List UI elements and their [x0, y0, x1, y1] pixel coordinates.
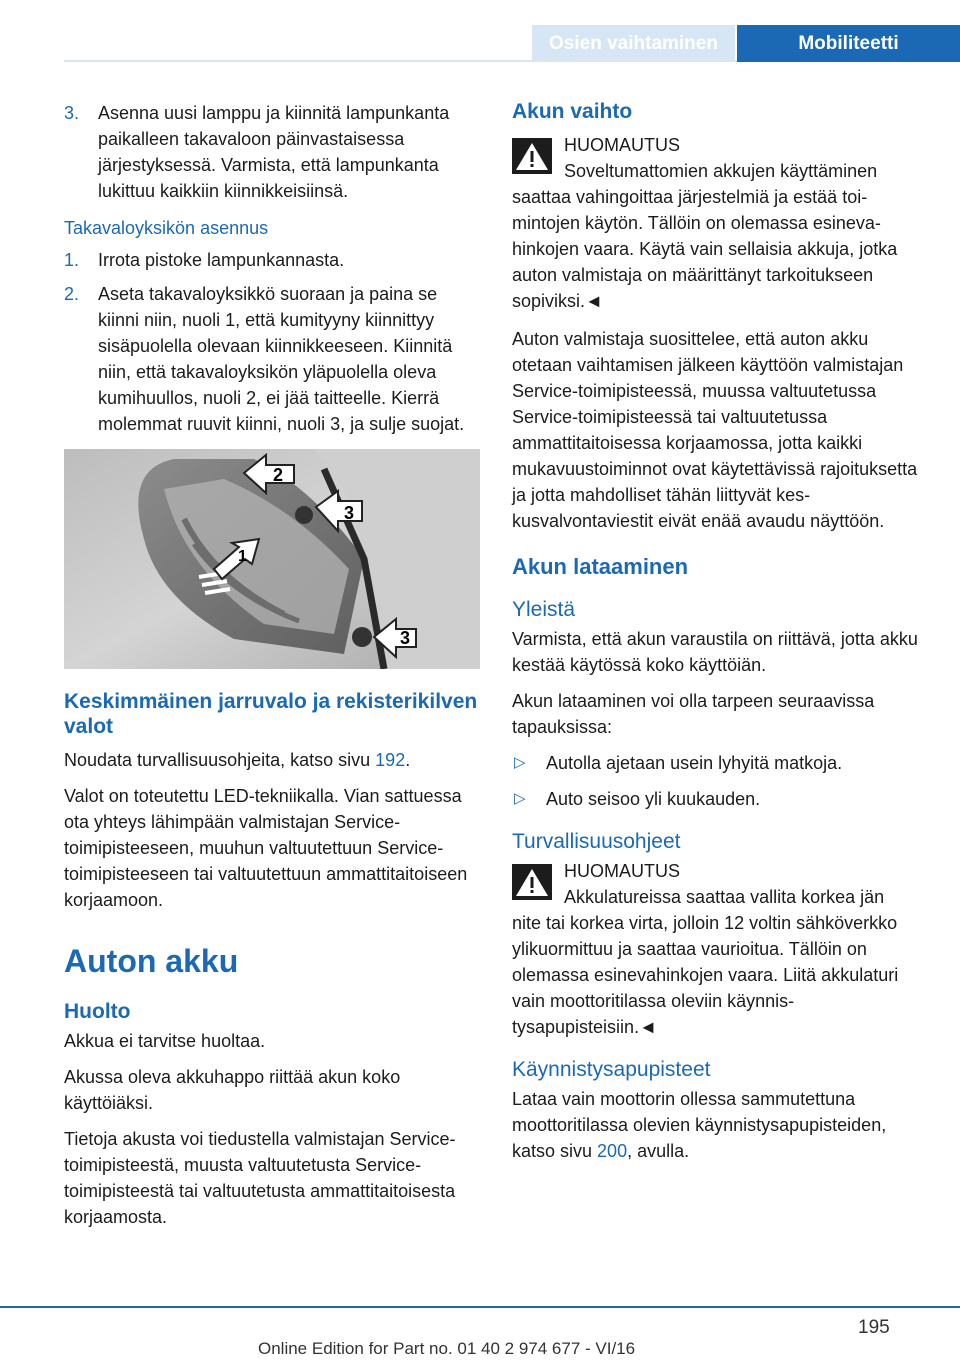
step-number: 2.: [64, 284, 80, 304]
warning-notice: [512, 132, 928, 314]
step-list-lamp: [64, 100, 480, 204]
paragraph-text: Noudata turvallisuusohjeita, katso sivu: [64, 750, 376, 770]
photo-label-arrow: 2: [273, 465, 284, 485]
warning-title: HUOMAUTUS: [564, 135, 680, 155]
warning-body: nite tai korkea virta, jolloin 12 voltin sähköverkko ylikuormittuu ja saattaa vaurioitua. Tällöin on olemassa esinevahinkojen vaara. Liitä akkulaturi vain moottoritilassa oleviin käynnistysapupisteisiin.◄: [512, 913, 899, 1037]
taillight-photo: [64, 449, 480, 669]
jump-start-heading: Käynnistysapupisteet: [512, 1058, 711, 1081]
list-item: [64, 247, 480, 273]
general-heading: Yleistä: [512, 598, 576, 621]
header-section-tab[interactable]: Osien vaihtaminen: [532, 25, 735, 62]
brake-light-heading: Keskimmäinen jarruvalo ja rekisterikilven valot: [64, 690, 478, 738]
right-column: [512, 100, 928, 1174]
triangle-bullet-icon: ▷: [514, 790, 526, 807]
warning-icon: [512, 864, 552, 900]
maintenance-heading: Huolto: [64, 1000, 131, 1023]
paragraph: Varmista, että akun varaustila on riittävä, jotta akku kestää käytössä koko käyttöiän.: [512, 629, 918, 675]
warning-notice: [512, 858, 928, 1040]
warning-lead: Soveltumattomien akkujen käyttäminen: [564, 161, 878, 181]
page-link[interactable]: 192: [375, 750, 406, 770]
install-heading: Takavaloyksikön asennus: [64, 218, 269, 238]
list-item: [512, 786, 928, 812]
bullet-text: Auto seisoo yli kuukauden.: [546, 789, 761, 809]
step-number: 1.: [64, 250, 80, 270]
paragraph: [64, 747, 480, 773]
step-text: Aseta takavaloyksikkö suoraan ja paina se kiinni niin, nuoli 1, että kumityyny kiinnittyy sisäpuolella olevaan kiinnikkeeseen. Kiinnitä niin, että takavaloyksikön yläpuolella oleva kumihuullos, nuoli 2, ei jää taitteelle. Kierrä molemmat ruuvit kiinni, nuoli 3, ja sulje suojat.: [98, 284, 465, 434]
paragraph: [512, 1086, 928, 1164]
paragraph: Auton valmistaja suosittelee, että auton akku otetaan vaihtamisen jälkeen käyttöön valmistajan Service-toimipisteessä, muussa valtuutetussa Service-toimipisteessä tai valtuutetussa ammattitaitoisessa korjaamossa, jotta kaikki mukavuustoiminnot ovat käytettävissä rajoituksetta ja jotta mahdolliset tähän liittyvät keskusvalvontaviestit eivät enää avaudu näyttöön.: [512, 329, 918, 531]
triangle-bullet-icon: ▷: [514, 754, 526, 771]
photo-label-arrow: 3: [400, 628, 411, 648]
page-link[interactable]: 200: [597, 1141, 628, 1161]
paragraph-text: .: [405, 750, 411, 770]
photo-label-arrow: 1: [238, 548, 247, 565]
battery-change-heading: Akun vaihto: [512, 100, 633, 123]
safety-heading: Turvallisuusohjeet: [512, 830, 681, 853]
list-item: [512, 750, 928, 776]
paragraph-text: , avulla.: [627, 1141, 690, 1161]
paragraph: Akun lataaminen voi olla tarpeen seuraavissa tapauksissa:: [512, 691, 875, 737]
list-item: [64, 281, 480, 437]
photo-label-arrow: 3: [344, 503, 355, 523]
warning-body: saattaa vahingoittaa järjestelmiä ja estää toimintojen käytön. Tällöin on olemassa esinevahinkojen vaara. Käytä vain sellaisia akkuja, jotka auton valmistaja on määrittänyt tarkoitukseen sopiviksi.◄: [512, 187, 898, 311]
battery-section-title: Auton akku: [64, 943, 239, 979]
edition-note: Online Edition for Part no. 01 40 2 974 677 - VI/16: [258, 1339, 636, 1358]
paragraph: Akkua ei tarvitse huoltaa.: [64, 1031, 266, 1051]
step-text: Irrota pistoke lampunkannasta.: [98, 250, 345, 270]
page-number: 195: [858, 1317, 890, 1338]
warning-lead: Akkulatureissa saattaa vallita korkea jän: [564, 887, 885, 907]
warning-title: HUOMAUTUS: [564, 861, 680, 881]
warning-icon: [512, 138, 552, 174]
step-text: Asenna uusi lamppu ja kiinnitä lampunkanta paikalleen takavaloon päinvastaisessa järjestyksessä. Varmista, että lampunkanta lukittuu kaikkiin kiinnikkeisiinsä.: [98, 103, 450, 201]
header-chapter-tab[interactable]: Mobiliteetti: [737, 25, 960, 62]
install-steps: [64, 247, 480, 437]
list-item: [64, 100, 480, 204]
footer-rule: [0, 1306, 960, 1308]
bullet-text: Autolla ajetaan usein lyhyitä matkoja.: [546, 753, 843, 773]
paragraph: Akussa oleva akkuhappo riittää akun koko käyttöiäksi.: [64, 1067, 401, 1113]
paragraph: Valot on toteutettu LED-tekniikalla. Vian sattuessa ota yhteys lähimpään valmistajan Service-toimipisteeseen, muuhun valtuutettuun Service-toimipisteeseen tai valtuutettuun ammattitaitoiseen korjaamoon.: [64, 786, 468, 910]
charging-heading: Akun lataaminen: [512, 554, 689, 579]
paragraph-text: Lataa vain moottorin ollessa sammutettuna moottoritilassa olevien käynnistysapupisteiden, katso sivu: [512, 1089, 887, 1161]
paragraph: Tietoja akusta voi tiedustella valmistajan Service-toimipisteestä, muusta valtuutetusta Service-toimipisteestä tai valtuutetusta ammattitaitoisesta korjaamosta.: [64, 1129, 456, 1227]
bullet-list: [512, 750, 928, 812]
step-number: 3.: [64, 103, 80, 123]
left-column: [64, 100, 480, 1240]
